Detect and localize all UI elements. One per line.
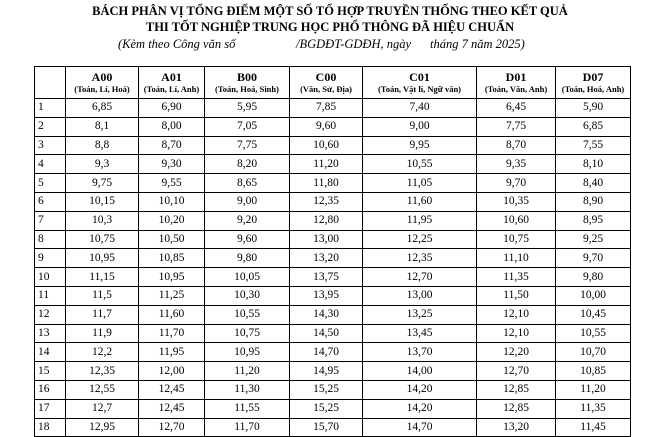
score-cell: 14,70 [363,418,477,437]
score-cell: 10,60 [477,211,556,230]
score-cell: 12,85 [477,380,556,399]
header-index-cell [35,67,66,99]
score-cell: 9,60 [290,117,363,136]
score-cell: 10,95 [205,343,290,362]
score-cell: 6,85 [66,99,139,118]
row-index-cell: 16 [35,380,66,399]
score-cell: 9,00 [363,117,477,136]
score-cell: 10,3 [66,211,139,230]
score-cell: 11,30 [205,380,290,399]
table-row [35,136,631,155]
column-header-a01 [139,67,205,99]
score-cell: 9,00 [205,192,290,211]
column-header-b00 [205,67,290,99]
score-cell: 9,20 [205,211,290,230]
score-cell: 11,10 [477,249,556,268]
table-row [35,211,631,230]
score-cell: 9,25 [556,230,631,249]
score-cell: 10,55 [363,155,477,174]
score-cell: 11,95 [139,343,205,362]
score-cell: 15,70 [290,418,363,437]
score-cell: 10,85 [139,249,205,268]
row-index-cell: 2 [35,117,66,136]
subtitle-date: tháng 7 năm 2025) [430,37,525,51]
score-cell: 12,20 [477,343,556,362]
table-row [35,418,631,437]
score-cell: 12,95 [66,418,139,437]
score-cell: 6,85 [556,117,631,136]
column-subjects: (Toán, Lí, Anh) [143,84,200,94]
score-cell: 11,35 [477,268,556,287]
table-row [35,230,631,249]
score-cell: 11,60 [139,305,205,324]
score-cell: 10,95 [66,249,139,268]
score-cell: 14,20 [363,380,477,399]
score-cell: 11,70 [139,324,205,343]
score-cell: 15,25 [290,380,363,399]
table-row [35,249,631,268]
score-cell: 10,15 [66,192,139,211]
document-title-line-2: THI TỐT NGHIỆP TRUNG HỌC PHỔ THÔNG ĐÃ HIỆU CHUẨN [145,20,515,34]
score-cell: 9,30 [139,155,205,174]
score-cell: 9,95 [363,136,477,155]
score-cell: 10,05 [205,268,290,287]
score-cell: 14,30 [290,305,363,324]
score-cell: 7,75 [205,136,290,155]
score-cell: 10,45 [556,305,631,324]
column-header-c01 [363,67,477,99]
row-index-cell: 3 [35,136,66,155]
score-cell: 13,00 [290,230,363,249]
score-cell: 8,65 [205,174,290,193]
score-cell: 12,35 [290,192,363,211]
score-cell: 7,40 [363,99,477,118]
score-cell: 9,80 [205,249,290,268]
score-cell: 11,70 [205,418,290,437]
score-cell: 11,9 [66,324,139,343]
percentile-table [34,66,631,437]
score-cell: 13,95 [290,286,363,305]
row-index-cell: 10 [35,268,66,287]
score-cell: 14,00 [363,362,477,381]
score-cell: 12,2 [66,343,139,362]
score-cell: 13,45 [363,324,477,343]
row-index-cell: 15 [35,362,66,381]
score-cell: 11,5 [66,286,139,305]
column-subjects: (Toán, Lí, Hoá) [74,84,130,94]
table-row [35,305,631,324]
column-subjects: (Toán, Vật lí, Ngữ văn) [377,84,462,94]
score-cell: 13,20 [290,249,363,268]
score-cell: 12,7 [66,399,139,418]
column-subjects: (Toán, Hoá, Anh) [561,84,625,94]
score-cell: 11,20 [290,155,363,174]
score-cell: 9,70 [477,174,556,193]
score-cell: 12,25 [363,230,477,249]
row-index-cell: 18 [35,418,66,437]
score-cell: 10,10 [139,192,205,211]
score-cell: 11,35 [556,399,631,418]
score-cell: 13,70 [363,343,477,362]
score-cell: 11,95 [363,211,477,230]
column-header-a00 [66,67,139,99]
score-cell: 14,50 [290,324,363,343]
row-index-cell: 17 [35,399,66,418]
row-index-cell: 6 [35,192,66,211]
table-row [35,117,631,136]
score-cell: 8,70 [477,136,556,155]
column-code: C01 [409,70,430,84]
score-cell: 11,50 [477,286,556,305]
table-row [35,99,631,118]
score-cell: 6,45 [477,99,556,118]
score-cell: 13,00 [363,286,477,305]
score-cell: 12,70 [139,418,205,437]
score-cell: 7,55 [556,136,631,155]
score-cell: 9,3 [66,155,139,174]
score-cell: 8,40 [556,174,631,193]
column-code: D07 [582,70,604,84]
score-cell: 11,25 [139,286,205,305]
score-cell: 10,30 [205,286,290,305]
score-cell: 8,95 [556,211,631,230]
score-cell: 10,75 [66,230,139,249]
score-cell: 7,05 [205,117,290,136]
row-index-cell: 13 [35,324,66,343]
score-cell: 8,70 [139,136,205,155]
column-code: A01 [161,70,182,84]
column-header-d01 [477,67,556,99]
score-cell: 10,75 [477,230,556,249]
table-row [35,192,631,211]
score-cell: 10,00 [556,286,631,305]
score-cell: 8,1 [66,117,139,136]
table-header-row [35,67,631,99]
score-cell: 12,35 [363,249,477,268]
score-cell: 5,90 [556,99,631,118]
score-cell: 12,45 [139,380,205,399]
table-row [35,155,631,174]
score-cell: 7,85 [290,99,363,118]
table-row [35,399,631,418]
score-cell: 11,80 [290,174,363,193]
score-cell: 12,10 [477,305,556,324]
score-cell: 14,20 [363,399,477,418]
score-cell: 13,75 [290,268,363,287]
score-cell: 5,95 [205,99,290,118]
score-cell: 8,00 [139,117,205,136]
score-cell: 11,20 [205,362,290,381]
score-cell: 12,80 [290,211,363,230]
score-cell: 10,85 [556,362,631,381]
score-cell: 12,45 [139,399,205,418]
score-cell: 9,55 [139,174,205,193]
score-cell: 12,85 [477,399,556,418]
score-cell: 10,95 [139,268,205,287]
table-row [35,174,631,193]
row-index-cell: 11 [35,286,66,305]
table-row [35,286,631,305]
subtitle-dispatch-label: (Kèm theo Công văn số [118,37,236,51]
score-cell: 6,90 [139,99,205,118]
column-header-d07 [556,67,631,99]
row-index-cell: 5 [35,174,66,193]
score-cell: 12,55 [66,380,139,399]
score-cell: 14,95 [290,362,363,381]
score-cell: 15,25 [290,399,363,418]
score-cell: 10,55 [556,324,631,343]
row-index-cell: 7 [35,211,66,230]
score-cell: 9,75 [66,174,139,193]
score-cell: 8,20 [205,155,290,174]
row-index-cell: 8 [35,230,66,249]
table-row [35,362,631,381]
column-header-c00 [290,67,363,99]
score-cell: 12,35 [66,362,139,381]
table-row [35,343,631,362]
score-cell: 12,70 [363,268,477,287]
score-cell: 10,70 [556,343,631,362]
table-row [35,268,631,287]
score-cell: 13,20 [477,418,556,437]
column-subjects: (Toán, Văn, Anh) [484,84,548,94]
score-cell: 10,55 [205,305,290,324]
column-code: B00 [236,70,257,84]
score-cell: 10,35 [477,192,556,211]
row-index-cell: 14 [35,343,66,362]
score-cell: 10,75 [205,324,290,343]
score-cell: 11,45 [556,418,631,437]
document-title-line-1: BÁCH PHÂN VỊ TỔNG ĐIỂM MỘT SỐ TỔ HỢP TRUYỀN THỐNG THEO KẾT QUẢ [92,4,568,18]
subtitle-dispatch-code: /BGDĐT-GDĐH, ngày [296,37,412,51]
score-cell: 8,90 [556,192,631,211]
score-cell: 11,15 [66,268,139,287]
row-index-cell: 1 [35,99,66,118]
score-cell: 9,80 [556,268,631,287]
score-cell: 11,60 [363,192,477,211]
column-code: C00 [315,70,337,84]
score-cell: 9,35 [477,155,556,174]
score-cell: 8,8 [66,136,139,155]
score-cell: 13,25 [363,305,477,324]
column-subjects: (Toán, Hoá, Sinh) [215,84,279,94]
score-cell: 7,75 [477,117,556,136]
table-row [35,380,631,399]
score-cell: 11,05 [363,174,477,193]
column-code: D01 [505,70,527,84]
score-cell: 14,70 [290,343,363,362]
row-index-cell: 4 [35,155,66,174]
score-cell: 9,70 [556,249,631,268]
table-body [35,99,631,437]
table-row [35,324,631,343]
score-cell: 11,55 [205,399,290,418]
score-cell: 10,50 [139,230,205,249]
score-cell: 11,7 [66,305,139,324]
score-cell: 11,20 [556,380,631,399]
score-cell: 9,60 [205,230,290,249]
score-cell: 12,00 [139,362,205,381]
score-cell: 12,10 [477,324,556,343]
column-subjects: (Văn, Sử, Địa) [300,84,352,94]
score-cell: 10,60 [290,136,363,155]
score-cell: 10,20 [139,211,205,230]
row-index-cell: 9 [35,249,66,268]
column-code: A00 [91,70,113,84]
row-index-cell: 12 [35,305,66,324]
score-cell: 12,70 [477,362,556,381]
score-cell: 8,10 [556,155,631,174]
